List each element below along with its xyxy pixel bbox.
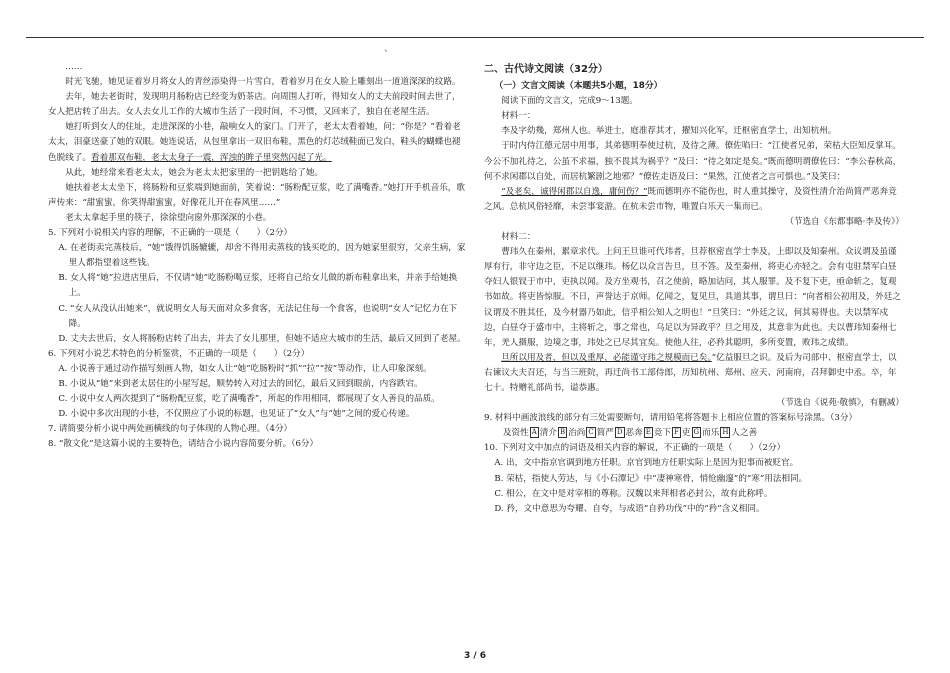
- question-8: 8. “散文化”是这篇小说的主要特色，请结合小说内容简要分析。（6分）: [48, 439, 319, 450]
- source-note-2: （节选自《说苑·敬慎》，有删减）: [776, 398, 904, 409]
- question-5: 5. 下列对小说相关内容的理解，不正确的一项是（ ）（2分）: [48, 228, 293, 239]
- answer-option: C. 相公，在文中是对宰相的尊称。汉魏以来拜相者必封公，故有此称呼。: [494, 488, 773, 499]
- underlined-sentence: 旦所以用及者，但以及重厚，必能谨守玮之规模而已矣。: [501, 352, 712, 363]
- box-segment-text: 恶奔: [625, 428, 643, 439]
- material-1-label: 材料一：: [501, 111, 536, 122]
- material-2-label: 材料二：: [501, 232, 536, 243]
- answer-option: B. 荣枯，指使人劳达，与《小石潭记》中“凄神寒骨，悄怆幽邃”的“寒”用法相同。: [494, 473, 808, 484]
- box-segment-text: 简严: [596, 428, 614, 439]
- story-paragraphs: [48, 60, 466, 120]
- source-note-1: （节选自《东都事略·李及传》）: [785, 216, 904, 227]
- box-row-prefix: 及资性: [502, 428, 529, 439]
- answer-option: B. 女人将“她”拉进店里后，不仅请“她”吃肠粉喝豆浆，还将自己给女儿做的新布鞋拿出来，并亲手给她换上。: [58, 273, 458, 299]
- answer-box[interactable]: D: [616, 428, 623, 437]
- box-segment-text: 竞下: [653, 428, 672, 439]
- question-6: 6. 下列对小说艺术特色的分析鉴赏，不正确的一项是（ ）（2分）: [48, 348, 310, 359]
- section-heading: 二、古代诗文阅读（32分）: [484, 64, 608, 75]
- story-paragraph: [48, 120, 466, 165]
- answer-box[interactable]: F: [674, 428, 679, 437]
- box-segment-text: 人之善: [731, 428, 758, 439]
- story-paragraph: 时光飞驰，她见证着岁月将女人的青丝添染得一片雪白，看着岁月在女人脸上雕刻出一道道深深的纹路。: [65, 77, 461, 88]
- question-6-options: [48, 362, 466, 422]
- answer-box[interactable]: B: [559, 428, 566, 437]
- answer-box[interactable]: C: [588, 428, 594, 437]
- question-5-options: [48, 241, 466, 347]
- box-segment-text: 而乐: [702, 428, 720, 439]
- subsection-heading: （一）文言文阅读（本题共5小题，18分）: [494, 81, 663, 92]
- classical-text: ”亿益服旦之识。及后为司部中、枢密直学士，以右谏议大夫召还，与当三班院，再迁尚书工部侍郎，历知杭州、郑州、应天、河南府，召拜御史中丞。卒，年七十。特赠礼部尚书，谥恭惠。: [484, 352, 897, 393]
- story-text: “你是？”看着老太太，泪豪送豪了她的双眼。她连说话，从包里拿出一双旧布鞋，黑色的灯芯绒鞋面已发白，鞋头的蝴蝶也褪色脱线了。: [48, 122, 461, 163]
- answer-option: B. 小说从“她”来到老太居住的小屋写起，顺势转入对过去的回忆，最后又回到眼前，内容跌宕。: [58, 378, 423, 389]
- story-paragraph: 去年，她去老街时，发现明月肠粉店已经变为奶茶店。向周围人打听，得知女人的丈夫前段时间去世了，女人把店转了出去。女人去女儿工作的大城市生活了一段时间，不习惯，又回来了，独自在老屋生活。: [48, 92, 461, 118]
- answer-option: D. 矜，文中意思为夸耀、自夸，与成语“自矜功伐”中的“矜”含义相同。: [494, 503, 765, 514]
- page-number: 3 / 6: [463, 651, 487, 661]
- material-1-text: [484, 124, 904, 184]
- reading-intro: 阅读下面的文言文，完成9～13题。: [501, 96, 638, 107]
- story-paragraph: ……: [65, 62, 83, 72]
- answer-option: A. 出，文中指京官调到地方任职。京官到地方任职实际上是因为犯事而被贬官。: [494, 458, 799, 469]
- answer-option: D. 小说中多次出现的小巷，不仅照应了小说的标题，也见证了“女人”与“她”之间的爱心传递。: [58, 409, 415, 420]
- story-paragraph: 老太太拿起手里的筷子，徐徐望向窗外那深深的小巷。: [65, 212, 272, 223]
- material-1-ending: [484, 185, 904, 215]
- answer-box-row: [484, 426, 904, 441]
- box-segment-text: 吏: [681, 428, 691, 439]
- left-column: [48, 60, 466, 452]
- question-10-options: [484, 456, 904, 516]
- answer-box[interactable]: G: [693, 428, 700, 437]
- answer-option: D. 丈夫去世后，女人将肠粉店转了出去，并去了女儿那里，但她不适应大城市的生活，最后又回到了老屋。: [58, 333, 466, 344]
- right-column: [484, 60, 904, 517]
- material-2-text: [484, 245, 904, 351]
- box-segment-text: 清介: [539, 428, 557, 439]
- classical-text: 李及字幼幾，郑州人也。举进士，庭准荐其才，擢知兴化军，迁枢密直学士，出知杭州。: [501, 126, 837, 137]
- classical-text: 总杭风俗轻靡，未尝事宴游。在杭未尝市物，唯置白乐天一集而已。: [509, 201, 768, 212]
- story-paragraph: 从此，她经常来看老太太，她会为老太太把家里的一把钥匙给了她。: [65, 167, 324, 178]
- answer-box[interactable]: H: [722, 428, 729, 437]
- header-mark: 、: [384, 44, 394, 54]
- answer-option: A. 小说善于通过动作描写刻画人物，如女人让“她”吃肠粉时“抓”“拉”“按”等动作，让人印象深刻。: [58, 363, 432, 374]
- story-text: 她打听到女人的住址，走进深深的小巷，敲响女人的家门。门开了，老太太看着她，问：: [65, 122, 401, 133]
- answer-option: C. 小说中女人两次提到了“肠粉配豆浆，吃了满嘴香”，所起的作用相同，都展现了女人善良的品质。: [58, 394, 440, 405]
- story-paragraph: 她扶着老太太坐下，将肠粉和豆浆端到她面前，笑着说：“肠粉配豆浆，吃了满嘴香。”她打开手机音乐，歌声传来：“甜蜜蜜，你笑得甜蜜蜜，好像花儿开在春风里……”: [48, 182, 465, 208]
- question-9: 9. 材料中画波浪线的部分有三处需要断句，请用铅笔将答题卡上相应位置的答案标号涂黑。（3分）: [484, 413, 858, 424]
- classical-text: 于时内侍江德元居中用事，其弟德明奉使过杭，及待之薄。僚佐啗曰：“江使者兄弟，荣枯大臣知反掌耳。今公不加礼待之，公虽不求福，独不畏其为祸乎？”及曰：“待之如定是矣。”既而德明谓僚佐曰：“李公春秋高，何不求闲郡以自处，而居杭繁剧之地邪？”僚佐走语及曰：“果然，江使者之言可惧也。”及笑曰：: [484, 141, 902, 182]
- classical-text: 既而德明亦不能伤也，时人重其操守，及资性清介治尚简严恶奔竞之风。: [484, 186, 897, 212]
- question-10: 10. 下列对文中加点的词语及相关内容的解说，不正确的一项是（ ）（2分）: [484, 443, 786, 454]
- answer-box[interactable]: E: [645, 428, 651, 437]
- question-7: 7. 请简要分析小说中两处画横线的句子体现的人物心理。（4分）: [48, 424, 293, 435]
- answer-box[interactable]: A: [531, 428, 537, 437]
- underlined-sentence: 看着那双布鞋，老太太身子一震，浑浊的眸子里突然闪起了光。: [90, 152, 332, 163]
- box-segment-text: 治尚: [568, 428, 586, 439]
- answer-option: C. “女人从没认出她来”，就说明女人每天面对众多食客，无法记住每一个食客，也说明“女人”记忆力在下降。: [58, 303, 458, 329]
- answer-option: A. 在老街卖完蒸枝后，“她”饿得饥肠辘辘，却舍不得用卖蒸枝的钱买吃的，因为她家里很穷，父亲生病，家里人都指望着这些钱。: [58, 243, 466, 269]
- material-2-ending: [484, 351, 904, 396]
- classical-text: 曹玮久在秦州，累章求代。上问王旦谁可代玮者，旦荐枢密直学士李及，上即以及知秦州。众议谓及虽谨厚有行，非守边之臣，不足以继玮。杨亿以众言告旦，旦不答。及至秦州，将吏心亦轻之。会有屯驻禁军白昼夺妇人银钗于市中，吏执以闻。及方坐观书，召之使前，略加诘问，其人服罪。及不复下吏，亟命斩之，复观书如故。将吏皆惊服。不日，声誉达于京师。亿闻之，复见旦，具道其事，谓旦曰：“向者相公初用及，外廷之议谓及不胜其任，及今材器乃如此，信乎相公知人之明也！”旦笑曰：“外廷之议，何其易得也。夫以禁军戍边，白昼夺于盛市中，主将斩之，事之常也，乌足以为异政乎？旦之用及，其意非为此也。夫以曹玮知秦州七年，羌人摄服，边境之事，玮处之已尽其宜矣。使他人往，必矜其聪明，多所变置，败玮之成绩。: [484, 247, 901, 348]
- top-rule: [26, 37, 924, 38]
- underlined-sentence: “及老矣，诚得闲郡以自逸，庸何伤？”: [501, 186, 648, 197]
